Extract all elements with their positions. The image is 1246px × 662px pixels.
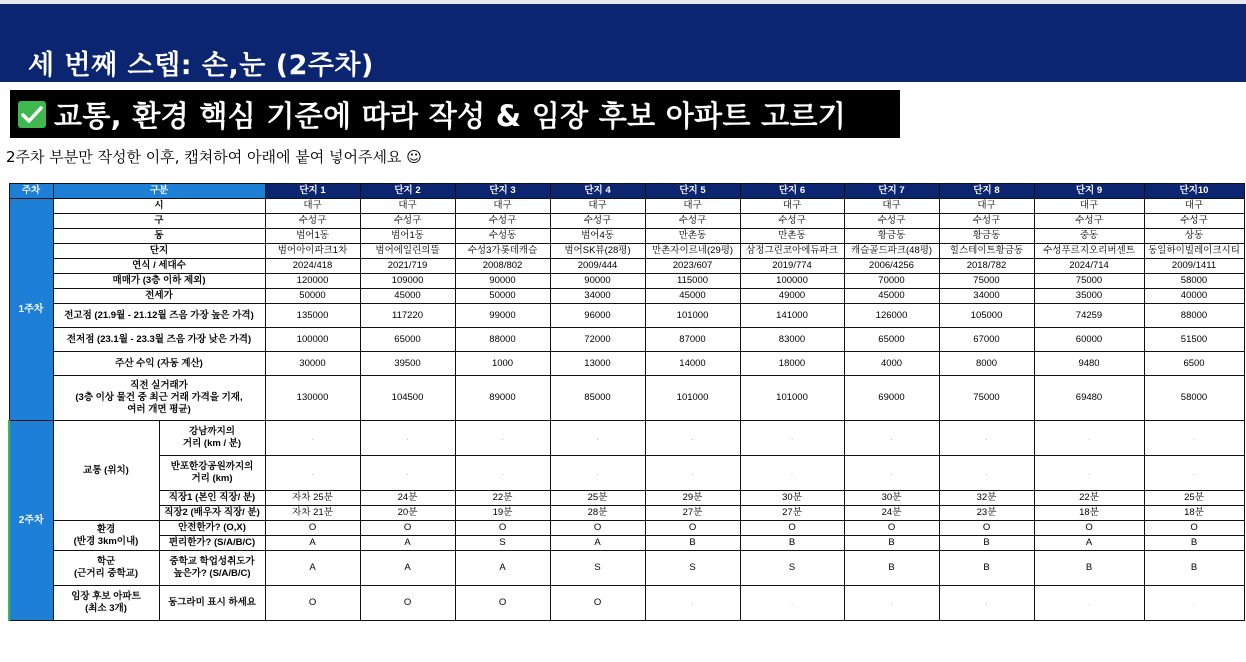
value-cell: 만촌동: [740, 229, 844, 244]
value-cell: .: [740, 456, 844, 491]
value-cell: .: [550, 456, 645, 491]
value-cell: 2008/802: [455, 259, 550, 274]
value-cell: 39500: [360, 352, 455, 376]
value-cell: 자차 21분: [265, 506, 360, 521]
value-cell: O: [939, 521, 1034, 536]
table-row: [9, 229, 1244, 244]
row-label: 동그라미 표시 하세요: [159, 586, 265, 621]
value-cell: 22분: [455, 491, 550, 506]
value-cell: 중동: [1034, 229, 1144, 244]
value-cell: .: [844, 586, 939, 621]
value-cell: 75000: [939, 274, 1034, 289]
value-cell: 대구: [740, 199, 844, 214]
value-cell: 22분: [1034, 491, 1144, 506]
value-cell: .: [645, 421, 740, 456]
value-cell: .: [360, 456, 455, 491]
value-cell: O: [645, 521, 740, 536]
value-cell: 104500: [360, 376, 455, 421]
value-cell: .: [1034, 421, 1144, 456]
value-cell: 범어SK뷰(28평): [550, 244, 645, 259]
value-cell: 50000: [455, 289, 550, 304]
complex-header: 단지 5: [645, 184, 740, 199]
value-cell: .: [1144, 456, 1244, 491]
value-cell: 수성구: [740, 214, 844, 229]
banner-title: 세 번째 스텝: 손,눈 (2주차): [28, 50, 374, 81]
value-cell: 대구: [939, 199, 1034, 214]
complex-header: 단지 2: [360, 184, 455, 199]
table-row: [9, 274, 1244, 289]
week-label: 2주차: [9, 421, 53, 621]
row-label: 단지: [53, 244, 265, 259]
value-cell: 대구: [455, 199, 550, 214]
table-row: [9, 328, 1244, 352]
value-cell: .: [265, 421, 360, 456]
value-cell: 대구: [360, 199, 455, 214]
value-cell: 45000: [844, 289, 939, 304]
value-cell: .: [550, 421, 645, 456]
value-cell: 58000: [1144, 274, 1244, 289]
value-cell: 대구: [1034, 199, 1144, 214]
value-cell: B: [939, 551, 1034, 586]
row-label: 연식 / 세대수: [53, 259, 265, 274]
table-row: [9, 491, 1244, 506]
value-cell: 88000: [1144, 304, 1244, 328]
value-cell: 88000: [455, 328, 550, 352]
value-cell: 2009/444: [550, 259, 645, 274]
value-cell: 87000: [645, 328, 740, 352]
value-cell: B: [844, 551, 939, 586]
complex-header: 단지 1: [265, 184, 360, 199]
row-label: 매매가 (3층 이하 제외): [53, 274, 265, 289]
value-cell: 67000: [939, 328, 1034, 352]
value-cell: 130000: [265, 376, 360, 421]
category-header: 구분: [53, 184, 265, 199]
banner: [0, 4, 1246, 82]
value-cell: 대구: [550, 199, 645, 214]
value-cell: 18분: [1144, 506, 1244, 521]
value-cell: O: [550, 586, 645, 621]
value-cell: 만촌자이르네(29평): [645, 244, 740, 259]
table-row: [9, 352, 1244, 376]
value-cell: .: [360, 421, 455, 456]
value-cell: 30분: [844, 491, 939, 506]
complex-header: 단지 4: [550, 184, 645, 199]
value-cell: 13000: [550, 352, 645, 376]
value-cell: 27분: [645, 506, 740, 521]
value-cell: 대구: [265, 199, 360, 214]
value-cell: 83000: [740, 328, 844, 352]
value-cell: 126000: [844, 304, 939, 328]
value-cell: .: [1144, 421, 1244, 456]
value-cell: 18분: [1034, 506, 1144, 521]
row-label: 강남까지의 거리 (km / 분): [159, 421, 265, 456]
value-cell: 40000: [1144, 289, 1244, 304]
value-cell: 65000: [360, 328, 455, 352]
complex-header: 단지 6: [740, 184, 844, 199]
week-header: 주차: [9, 184, 53, 199]
value-cell: 99000: [455, 304, 550, 328]
value-cell: A: [360, 536, 455, 551]
value-cell: S: [550, 551, 645, 586]
value-cell: 범어1동: [265, 229, 360, 244]
complex-header: 단지 9: [1034, 184, 1144, 199]
value-cell: 8000: [939, 352, 1034, 376]
value-cell: 34000: [939, 289, 1034, 304]
row-label: 전고점 (21.9월 - 21.12월 즈음 가장 높은 가격): [53, 304, 265, 328]
value-cell: 90000: [455, 274, 550, 289]
value-cell: 30분: [740, 491, 844, 506]
apartment-table: [8, 183, 1245, 621]
value-cell: O: [265, 586, 360, 621]
value-cell: 101000: [645, 304, 740, 328]
value-cell: 69480: [1034, 376, 1144, 421]
value-cell: 27분: [740, 506, 844, 521]
value-cell: 25분: [550, 491, 645, 506]
value-cell: .: [1144, 586, 1244, 621]
value-cell: 상동: [1144, 229, 1244, 244]
table-row: [9, 199, 1244, 214]
complex-header: 단지 3: [455, 184, 550, 199]
value-cell: 힐스테이트황금동: [939, 244, 1034, 259]
table-row: [9, 551, 1244, 586]
value-cell: 30000: [265, 352, 360, 376]
value-cell: 수성동: [455, 229, 550, 244]
value-cell: 51500: [1144, 328, 1244, 352]
table-row: [9, 376, 1244, 421]
value-cell: B: [645, 536, 740, 551]
value-cell: 수성푸르지오리버센트: [1034, 244, 1144, 259]
value-cell: B: [1144, 551, 1244, 586]
group-label: 교통 (위치): [53, 421, 159, 521]
value-cell: 32분: [939, 491, 1034, 506]
value-cell: 대구: [844, 199, 939, 214]
check-icon: [18, 101, 46, 128]
value-cell: 24분: [360, 491, 455, 506]
value-cell: 범어에일린의뜰: [360, 244, 455, 259]
value-cell: 범어4동: [550, 229, 645, 244]
row-label: 시: [53, 199, 265, 214]
row-label: 전세가: [53, 289, 265, 304]
value-cell: 범어아이파크1차: [265, 244, 360, 259]
value-cell: 수성구: [1034, 214, 1144, 229]
value-cell: 120000: [265, 274, 360, 289]
value-cell: .: [645, 586, 740, 621]
table-row: [9, 244, 1244, 259]
value-cell: A: [265, 536, 360, 551]
value-cell: 동일하이빌레이크시티: [1144, 244, 1244, 259]
header-row: [9, 184, 1244, 199]
value-cell: 수성구: [939, 214, 1034, 229]
value-cell: O: [740, 521, 844, 536]
group-label: 학군 (근거리 중학교): [53, 551, 159, 586]
value-cell: 34000: [550, 289, 645, 304]
value-cell: B: [740, 536, 844, 551]
value-cell: 28분: [550, 506, 645, 521]
value-cell: .: [1034, 456, 1144, 491]
value-cell: 50000: [265, 289, 360, 304]
value-cell: 2019/774: [740, 259, 844, 274]
value-cell: 49000: [740, 289, 844, 304]
value-cell: 6500: [1144, 352, 1244, 376]
value-cell: 대구: [645, 199, 740, 214]
row-label: 구: [53, 214, 265, 229]
value-cell: 101000: [645, 376, 740, 421]
value-cell: 29분: [645, 491, 740, 506]
value-cell: A: [360, 551, 455, 586]
value-cell: 90000: [550, 274, 645, 289]
complex-header: 단지 7: [844, 184, 939, 199]
table-row: [9, 421, 1244, 456]
table-row: [9, 536, 1244, 551]
value-cell: 65000: [844, 328, 939, 352]
value-cell: 9480: [1034, 352, 1144, 376]
value-cell: .: [939, 456, 1034, 491]
row-label: 직장1 (본인 직장/ 분): [159, 491, 265, 506]
row-label: 직장2 (배우자 직장/ 분): [159, 506, 265, 521]
value-cell: 105000: [939, 304, 1034, 328]
value-cell: 대구: [1144, 199, 1244, 214]
value-cell: 만촌동: [645, 229, 740, 244]
value-cell: 2021/719: [360, 259, 455, 274]
week-label: 1주차: [9, 199, 53, 421]
value-cell: 수성구: [455, 214, 550, 229]
value-cell: 23분: [939, 506, 1034, 521]
table-row: [9, 456, 1244, 491]
value-cell: 69000: [844, 376, 939, 421]
table-row: [9, 304, 1244, 328]
value-cell: B: [1144, 536, 1244, 551]
table-row: [9, 586, 1244, 621]
value-cell: 100000: [265, 328, 360, 352]
value-cell: O: [1034, 521, 1144, 536]
row-label: 반포한강공원까지의 거리 (km): [159, 456, 265, 491]
row-label: 동: [53, 229, 265, 244]
value-cell: 85000: [550, 376, 645, 421]
value-cell: B: [1034, 551, 1144, 586]
table-row: [9, 214, 1244, 229]
value-cell: 2024/714: [1034, 259, 1144, 274]
value-cell: A: [550, 536, 645, 551]
value-cell: 117220: [360, 304, 455, 328]
value-cell: 24분: [844, 506, 939, 521]
value-cell: B: [844, 536, 939, 551]
value-cell: 2018/782: [939, 259, 1034, 274]
value-cell: 2006/4256: [844, 259, 939, 274]
value-cell: A: [265, 551, 360, 586]
section-heading: [10, 90, 900, 138]
value-cell: B: [939, 536, 1034, 551]
value-cell: S: [455, 536, 550, 551]
value-cell: .: [740, 421, 844, 456]
value-cell: O: [1144, 521, 1244, 536]
value-cell: 수성3가롯데캐슬: [455, 244, 550, 259]
value-cell: 96000: [550, 304, 645, 328]
value-cell: 135000: [265, 304, 360, 328]
value-cell: .: [844, 456, 939, 491]
value-cell: 100000: [740, 274, 844, 289]
value-cell: O: [550, 521, 645, 536]
value-cell: .: [740, 586, 844, 621]
value-cell: O: [844, 521, 939, 536]
value-cell: 60000: [1034, 328, 1144, 352]
table-row: [9, 289, 1244, 304]
value-cell: .: [645, 456, 740, 491]
value-cell: 수성구: [550, 214, 645, 229]
complex-header: 단지 8: [939, 184, 1034, 199]
value-cell: 89000: [455, 376, 550, 421]
value-cell: O: [360, 586, 455, 621]
value-cell: 2023/607: [645, 259, 740, 274]
value-cell: 109000: [360, 274, 455, 289]
value-cell: .: [265, 456, 360, 491]
value-cell: 18000: [740, 352, 844, 376]
table-row: [9, 506, 1244, 521]
row-label: 편리한가? (S/A/B/C): [159, 536, 265, 551]
value-cell: 70000: [844, 274, 939, 289]
value-cell: .: [455, 421, 550, 456]
complex-header: 단지10: [1144, 184, 1244, 199]
value-cell: 75000: [1034, 274, 1144, 289]
value-cell: .: [939, 586, 1034, 621]
value-cell: 141000: [740, 304, 844, 328]
value-cell: 35000: [1034, 289, 1144, 304]
value-cell: 58000: [1144, 376, 1244, 421]
value-cell: 캐슬골드파크(48평): [844, 244, 939, 259]
value-cell: 황금동: [844, 229, 939, 244]
value-cell: 수성구: [1144, 214, 1244, 229]
value-cell: 74259: [1034, 304, 1144, 328]
value-cell: S: [645, 551, 740, 586]
value-cell: 2024/418: [265, 259, 360, 274]
value-cell: 19분: [455, 506, 550, 521]
value-cell: 72000: [550, 328, 645, 352]
value-cell: 45000: [645, 289, 740, 304]
row-label: 전저점 (23.1월 - 23.3월 즈음 가장 낮은 가격): [53, 328, 265, 352]
row-label: 주산 수익 (자동 계산): [53, 352, 265, 376]
value-cell: 4000: [844, 352, 939, 376]
value-cell: 14000: [645, 352, 740, 376]
value-cell: A: [455, 551, 550, 586]
row-label: 중학교 학업성취도가 높은가? (S/A/B/C): [159, 551, 265, 586]
value-cell: 2009/1411: [1144, 259, 1244, 274]
group-label: 환경 (반경 3km이내): [53, 521, 159, 551]
value-cell: 수성구: [844, 214, 939, 229]
value-cell: .: [939, 421, 1034, 456]
table-row: [9, 521, 1244, 536]
value-cell: O: [455, 521, 550, 536]
value-cell: .: [844, 421, 939, 456]
value-cell: .: [455, 456, 550, 491]
value-cell: 25분: [1144, 491, 1244, 506]
value-cell: 수성구: [265, 214, 360, 229]
row-label: 안전한가? (O,X): [159, 521, 265, 536]
value-cell: 75000: [939, 376, 1034, 421]
value-cell: A: [1034, 536, 1144, 551]
value-cell: O: [455, 586, 550, 621]
value-cell: 101000: [740, 376, 844, 421]
value-cell: 수성구: [645, 214, 740, 229]
value-cell: 20분: [360, 506, 455, 521]
value-cell: 수성구: [360, 214, 455, 229]
table-row: [9, 259, 1244, 274]
value-cell: 115000: [645, 274, 740, 289]
value-cell: S: [740, 551, 844, 586]
group-label: 임장 후보 아파트 (최소 3개): [53, 586, 159, 621]
value-cell: 삼정그린코아에듀파크: [740, 244, 844, 259]
value-cell: O: [360, 521, 455, 536]
row-label: 직전 실거래가 (3층 이상 물건 중 최근 거래 가격을 기재, 여러 개면 평균): [53, 376, 265, 421]
value-cell: 황금동: [939, 229, 1034, 244]
section-heading-text: 교통, 환경 핵심 기준에 따라 작성 & 임장 후보 아파트 고르기: [54, 99, 847, 133]
value-cell: 범어1동: [360, 229, 455, 244]
value-cell: 자차 25분: [265, 491, 360, 506]
value-cell: 1000: [455, 352, 550, 376]
value-cell: 45000: [360, 289, 455, 304]
value-cell: .: [1034, 586, 1144, 621]
value-cell: O: [265, 521, 360, 536]
instruction-note: 2주차 부분만 작성한 이후, 캡쳐하여 아래에 붙여 넣어주세요 ☺: [6, 148, 422, 166]
